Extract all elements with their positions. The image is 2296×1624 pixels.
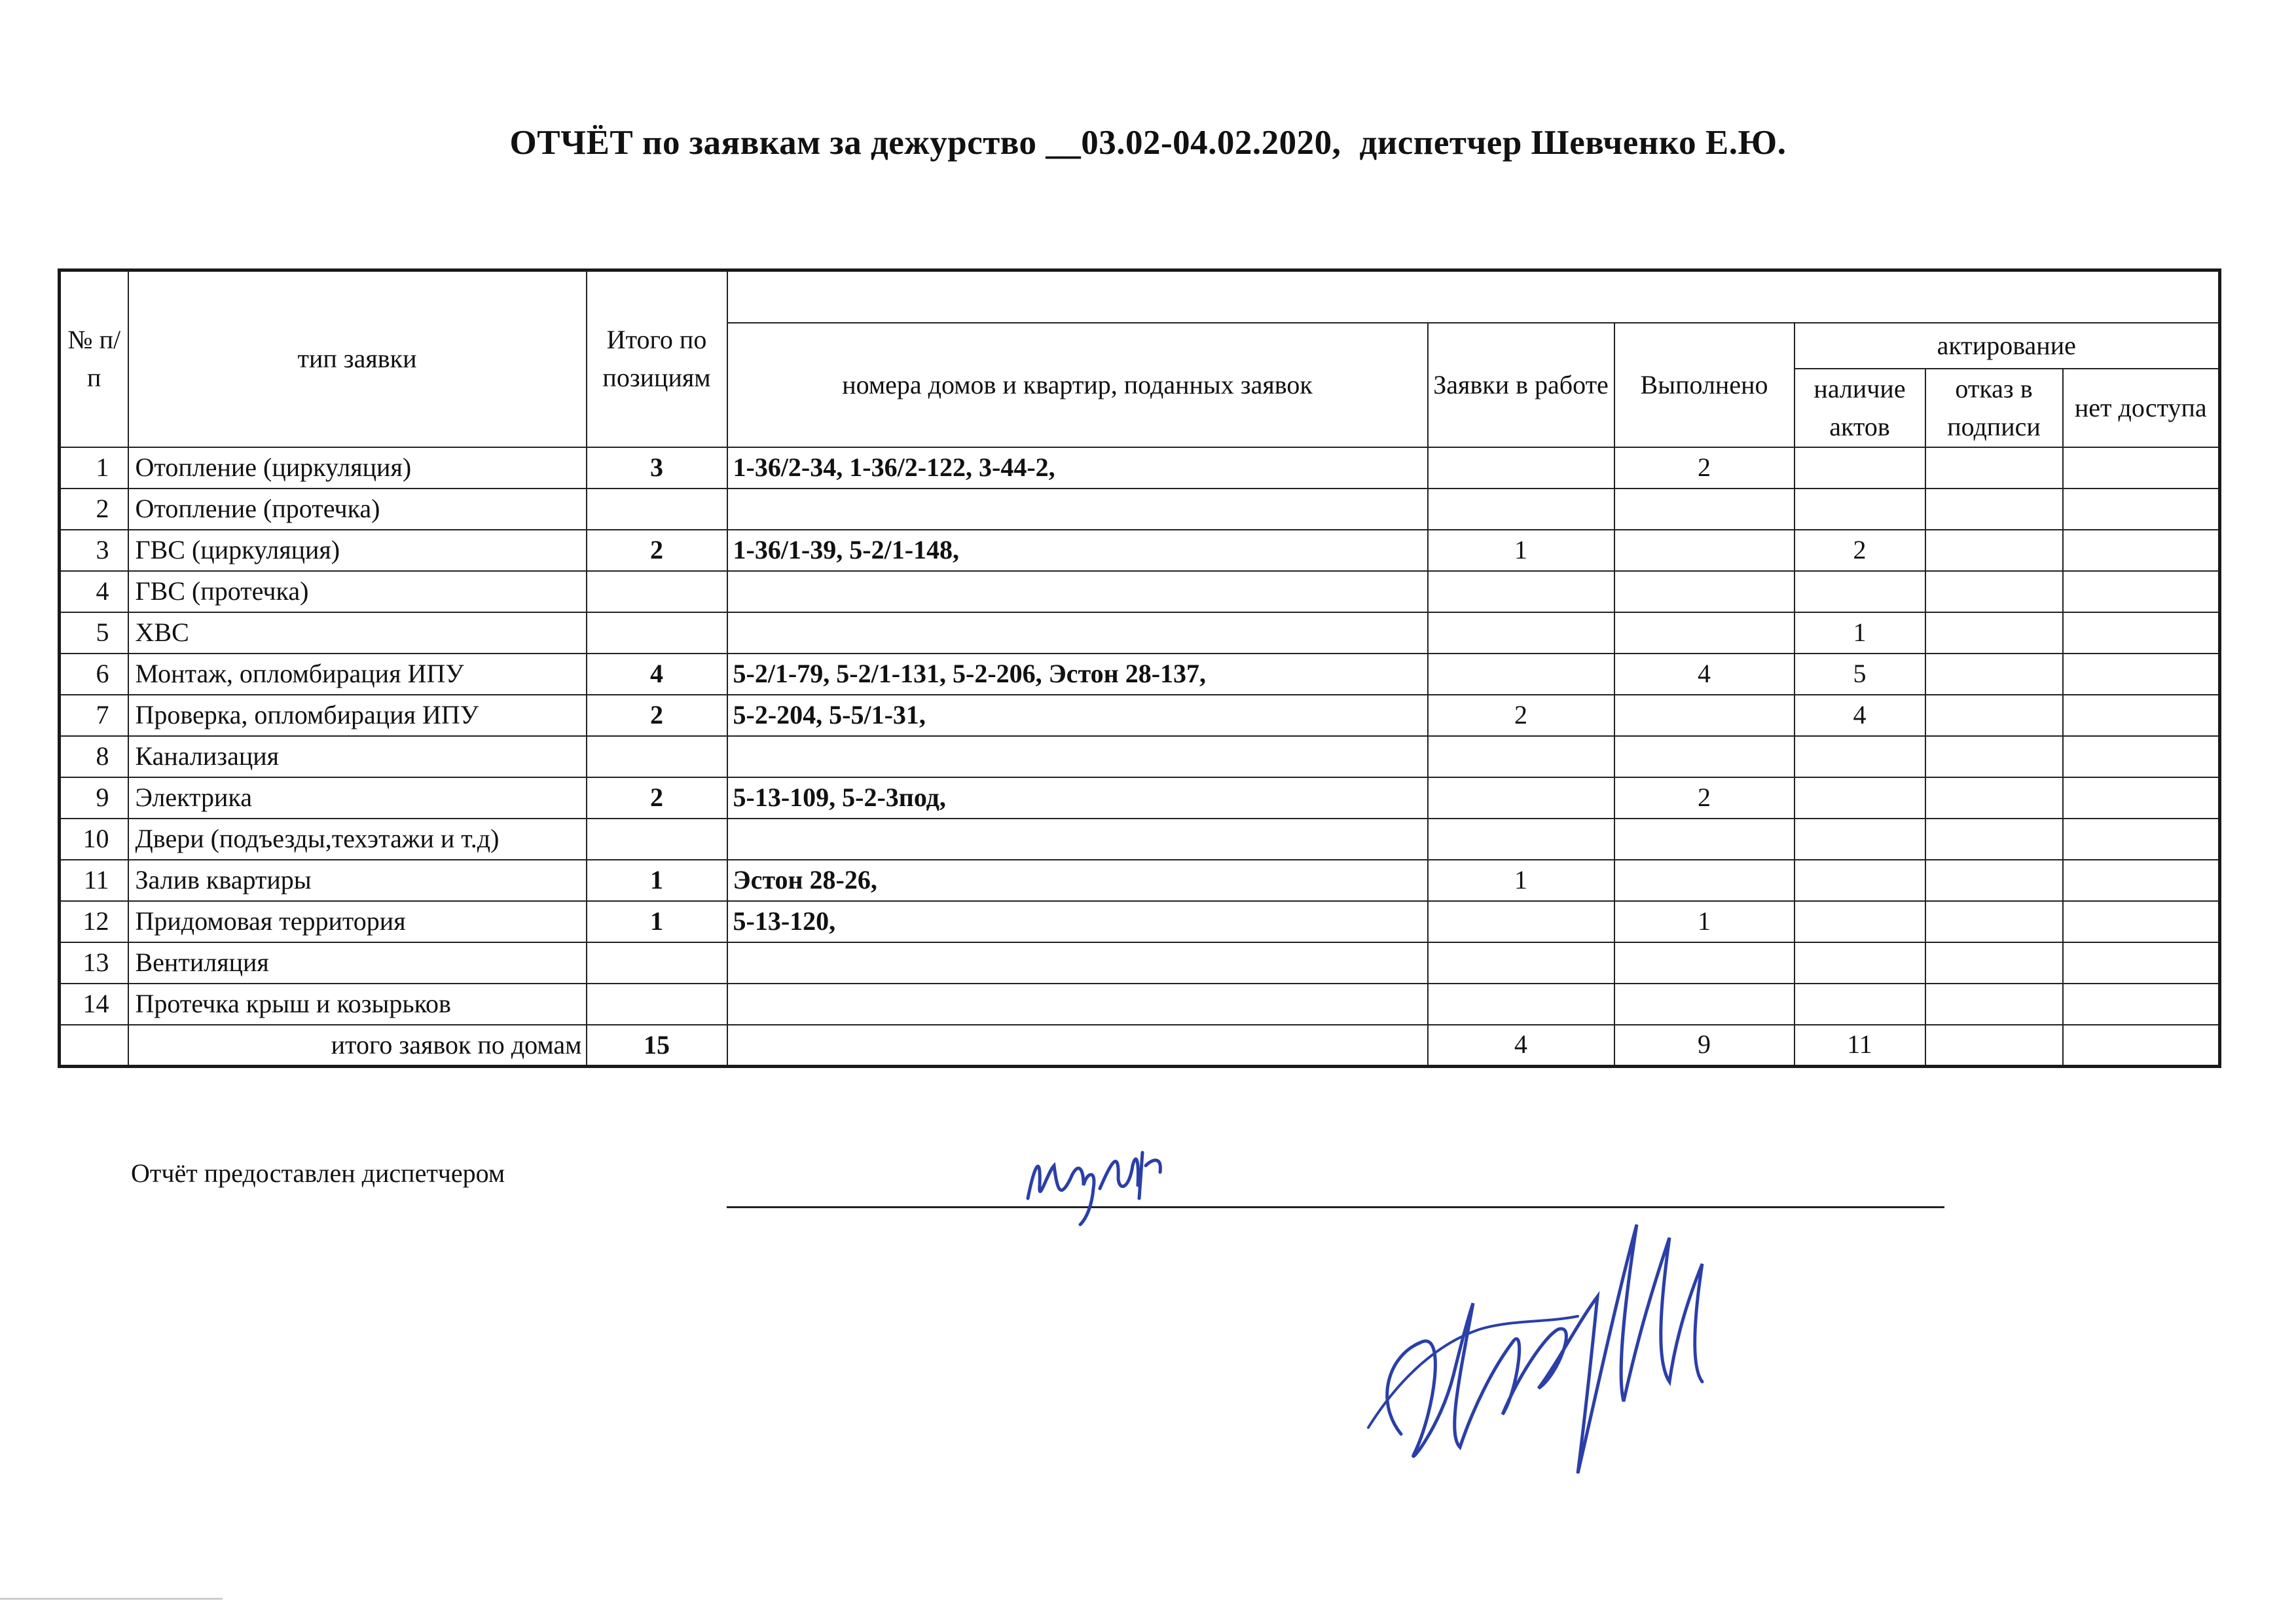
row-no-access — [2063, 736, 2220, 777]
row-type: Протечка крыш и козырьков — [128, 984, 587, 1025]
row-done: 2 — [1614, 447, 1795, 489]
header-done: Выполнено — [1614, 323, 1795, 447]
row-done — [1614, 695, 1795, 736]
header-number: № п/п — [60, 270, 128, 447]
row-acts: 5 — [1795, 654, 1925, 695]
table-row — [60, 777, 2220, 819]
report-title — [0, 123, 2296, 162]
row-done — [1614, 942, 1795, 984]
row-no-access — [2063, 942, 2220, 984]
header-no-access: нет доступа — [2063, 369, 2220, 447]
row-done: 4 — [1614, 654, 1795, 695]
row-total: 4 — [587, 654, 727, 695]
row-refusal — [1925, 819, 2063, 860]
row-total — [587, 571, 727, 612]
row-no-access — [2063, 571, 2220, 612]
row-done: 1 — [1614, 901, 1795, 942]
title-prefix: ОТЧЁТ по заявкам за дежурство __03.02-04.02.2020, — [509, 124, 1341, 162]
row-no-access — [2063, 695, 2220, 736]
row-no-access — [2063, 901, 2220, 942]
row-type: Придомовая территория — [128, 901, 587, 942]
table-row — [60, 489, 2220, 530]
header-type: тип заявки — [128, 270, 587, 447]
title-dispatcher: диспетчер Шевченко Е.Ю. — [1359, 124, 1787, 162]
row-in-work: 2 — [1428, 695, 1614, 736]
row-done — [1614, 860, 1795, 901]
row-no-access — [2063, 777, 2220, 819]
row-type: Вентиляция — [128, 942, 587, 984]
row-total: 2 — [587, 530, 727, 571]
table-row — [60, 612, 2220, 654]
row-refusal — [1925, 984, 2063, 1025]
header-refusal: отказ в подписи — [1925, 369, 2063, 447]
row-done — [1614, 530, 1795, 571]
row-number: 1 — [60, 447, 128, 489]
row-type: ГВС (циркуляция) — [128, 530, 587, 571]
header-total: Итого по позициям — [587, 270, 727, 447]
row-acts — [1795, 942, 1925, 984]
table-row — [60, 571, 2220, 612]
row-number: 2 — [60, 489, 128, 530]
row-addresses — [727, 984, 1428, 1025]
row-type: Электрика — [128, 777, 587, 819]
row-no-access — [2063, 860, 2220, 901]
row-in-work: 1 — [1428, 530, 1614, 571]
row-no-access — [2063, 654, 2220, 695]
row-no-access — [2063, 612, 2220, 654]
header-top-blank — [727, 270, 2220, 323]
row-acts — [1795, 447, 1925, 489]
row-in-work — [1428, 654, 1614, 695]
row-refusal — [1925, 695, 2063, 736]
row-total — [587, 736, 727, 777]
row-acts: 4 — [1795, 695, 1925, 736]
row-total: 2 — [587, 777, 727, 819]
row-addresses: 5-13-120, — [727, 901, 1428, 942]
row-in-work — [1428, 984, 1614, 1025]
row-in-work — [1428, 942, 1614, 984]
row-number: 4 — [60, 571, 128, 612]
row-refusal — [1925, 447, 2063, 489]
row-number: 13 — [60, 942, 128, 984]
row-type: Канализация — [128, 736, 587, 777]
dispatcher-signature — [1021, 1126, 1172, 1231]
row-no-access — [2063, 819, 2220, 860]
row-in-work — [1428, 447, 1614, 489]
row-done — [1614, 984, 1795, 1025]
row-number: 10 — [60, 819, 128, 860]
row-done — [1614, 819, 1795, 860]
row-number: 6 — [60, 654, 128, 695]
row-number: 8 — [60, 736, 128, 777]
row-type: Монтаж, опломбирация ИПУ — [128, 654, 587, 695]
approval-signature — [1362, 1126, 1728, 1519]
row-total — [587, 612, 727, 654]
row-in-work — [1428, 736, 1614, 777]
row-in-work — [1428, 489, 1614, 530]
row-in-work: 1 — [1428, 860, 1614, 901]
row-refusal — [1925, 489, 2063, 530]
row-refusal — [1925, 571, 2063, 612]
row-no-access — [2063, 447, 2220, 489]
totals-row — [60, 1025, 2220, 1067]
row-type: Отопление (циркуляция) — [128, 447, 587, 489]
totals-refusal — [1925, 1025, 2063, 1067]
row-done — [1614, 571, 1795, 612]
totals-no-access — [2063, 1025, 2220, 1067]
table-row — [60, 695, 2220, 736]
row-acts — [1795, 984, 1925, 1025]
row-in-work — [1428, 612, 1614, 654]
totals-in-work: 4 — [1428, 1025, 1614, 1067]
row-refusal — [1925, 530, 2063, 571]
row-addresses — [727, 612, 1428, 654]
row-addresses — [727, 489, 1428, 530]
row-number: 5 — [60, 612, 128, 654]
row-done — [1614, 489, 1795, 530]
row-in-work — [1428, 819, 1614, 860]
row-number: 12 — [60, 901, 128, 942]
row-total: 2 — [587, 695, 727, 736]
row-number: 3 — [60, 530, 128, 571]
table-row — [60, 860, 2220, 901]
row-no-access — [2063, 984, 2220, 1025]
table-row — [60, 901, 2220, 942]
row-refusal — [1925, 901, 2063, 942]
row-number: 7 — [60, 695, 128, 736]
row-refusal — [1925, 777, 2063, 819]
row-done — [1614, 736, 1795, 777]
totals-blank-addresses — [727, 1025, 1428, 1067]
footer-label: Отчёт предоставлен диспетчером — [131, 1158, 505, 1188]
table-row — [60, 736, 2220, 777]
row-in-work — [1428, 571, 1614, 612]
row-no-access — [2063, 489, 2220, 530]
row-refusal — [1925, 860, 2063, 901]
row-addresses: 1-36/2-34, 1-36/2-122, 3-44-2, — [727, 447, 1428, 489]
row-total — [587, 942, 727, 984]
totals-blank-number — [60, 1025, 128, 1067]
row-addresses — [727, 736, 1428, 777]
table-row — [60, 447, 2220, 489]
row-acts: 1 — [1795, 612, 1925, 654]
table-row — [60, 942, 2220, 984]
row-number: 11 — [60, 860, 128, 901]
table-row — [60, 819, 2220, 860]
row-addresses: Эстон 28-26, — [727, 860, 1428, 901]
row-number: 14 — [60, 984, 128, 1025]
table-row — [60, 984, 2220, 1025]
row-refusal — [1925, 942, 2063, 984]
table-body — [60, 447, 2220, 1067]
totals-label: итого заявок по домам — [128, 1025, 587, 1067]
row-no-access — [2063, 530, 2220, 571]
row-type: Отопление (протечка) — [128, 489, 587, 530]
row-type: Залив квартиры — [128, 860, 587, 901]
row-in-work — [1428, 777, 1614, 819]
row-acts — [1795, 901, 1925, 942]
row-acts: 2 — [1795, 530, 1925, 571]
table-row — [60, 530, 2220, 571]
row-total — [587, 984, 727, 1025]
row-total: 1 — [587, 901, 727, 942]
row-addresses: 1-36/1-39, 5-2/1-148, — [727, 530, 1428, 571]
signature-line — [727, 1206, 1944, 1208]
row-addresses — [727, 819, 1428, 860]
totals-acts: 11 — [1795, 1025, 1925, 1067]
row-done: 2 — [1614, 777, 1795, 819]
totals-total: 15 — [587, 1025, 727, 1067]
row-refusal — [1925, 654, 2063, 695]
row-acts — [1795, 819, 1925, 860]
header-addresses: номера домов и квартир, поданных заявок — [727, 323, 1428, 447]
row-total — [587, 819, 727, 860]
totals-done: 9 — [1614, 1025, 1795, 1067]
row-type: ХВС — [128, 612, 587, 654]
row-addresses: 5-13-109, 5-2-3под, — [727, 777, 1428, 819]
row-acts — [1795, 736, 1925, 777]
row-total: 3 — [587, 447, 727, 489]
row-acts — [1795, 777, 1925, 819]
table-row — [60, 654, 2220, 695]
row-refusal — [1925, 612, 2063, 654]
requests-table — [58, 268, 2221, 1068]
row-type: Проверка, опломбирация ИПУ — [128, 695, 587, 736]
row-addresses: 5-2-204, 5-5/1-31, — [727, 695, 1428, 736]
scan-margin-mark — [0, 1598, 223, 1600]
row-addresses — [727, 942, 1428, 984]
row-addresses — [727, 571, 1428, 612]
header-acts: наличие актов — [1795, 369, 1925, 447]
row-number: 9 — [60, 777, 128, 819]
row-done — [1614, 612, 1795, 654]
row-acts — [1795, 489, 1925, 530]
row-addresses: 5-2/1-79, 5-2/1-131, 5-2-206, Эстон 28-137, — [727, 654, 1428, 695]
row-acts — [1795, 860, 1925, 901]
row-refusal — [1925, 736, 2063, 777]
row-acts — [1795, 571, 1925, 612]
header-acting: актирование — [1795, 323, 2220, 369]
header-in-work: Заявки в работе — [1428, 323, 1614, 447]
row-type: Двери (подъезды,техэтажи и т.д) — [128, 819, 587, 860]
row-total: 1 — [587, 860, 727, 901]
row-type: ГВС (протечка) — [128, 571, 587, 612]
row-in-work — [1428, 901, 1614, 942]
row-total — [587, 489, 727, 530]
